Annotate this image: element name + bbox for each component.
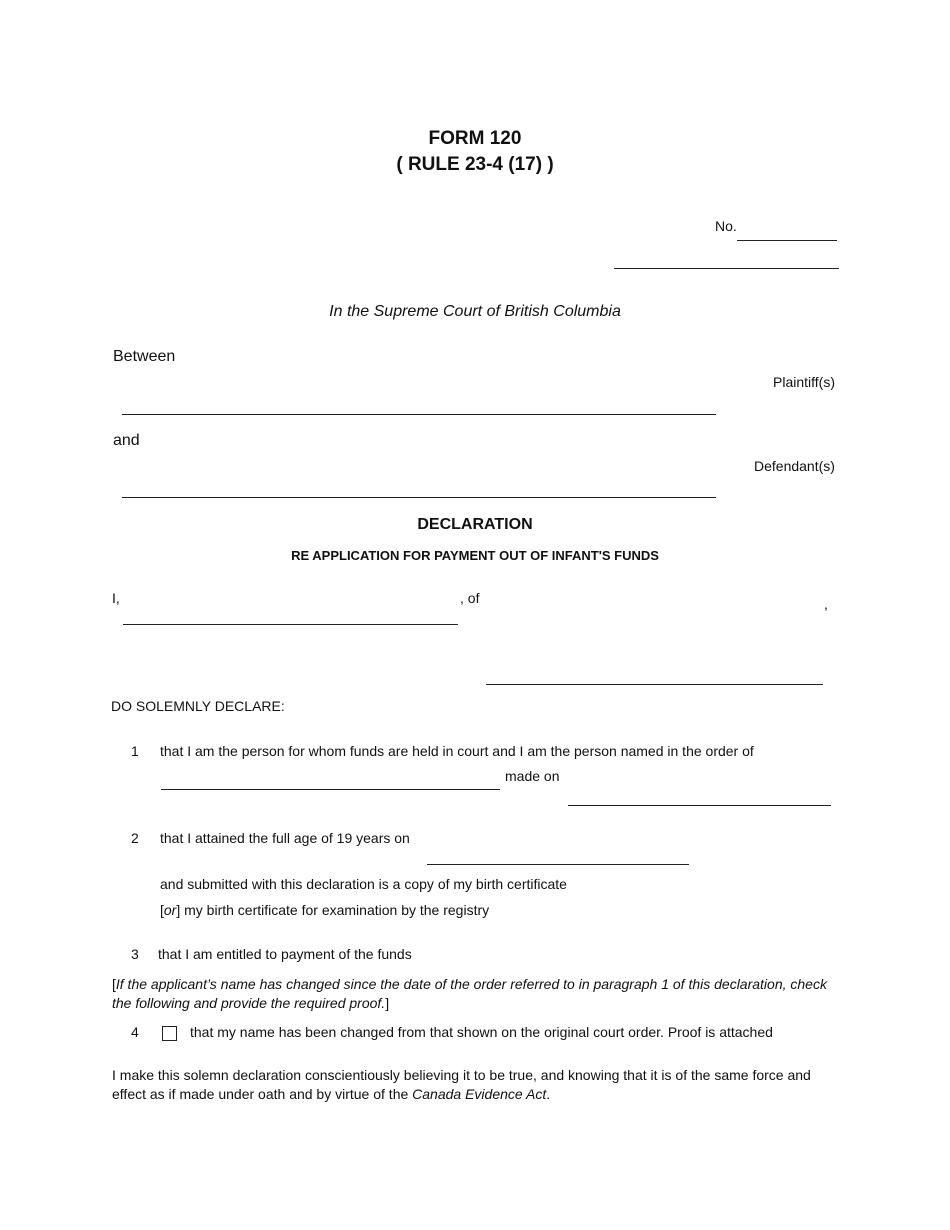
name-changed-checkbox[interactable] (162, 1026, 177, 1041)
plaintiff-label: Plaintiff(s) (773, 374, 835, 390)
item-3-number: 3 (131, 946, 139, 962)
form-title: FORM 120 (428, 128, 522, 149)
between-label: Between (113, 348, 176, 365)
item-1-text: that I am the person for whom funds are held in court and I am the person named in the order of (160, 743, 754, 759)
declaration-title: DECLARATION (417, 516, 533, 533)
of-label: , of (460, 590, 480, 606)
declarant-i-label: I, (112, 590, 120, 606)
plaintiff-name-line[interactable] (122, 414, 716, 415)
age-date-line[interactable] (427, 864, 689, 865)
item-4-text: that my name has been changed from that shown on the original court order. Proof is attached (190, 1024, 773, 1040)
court-name: In the Supreme Court of British Columbia (329, 303, 621, 320)
birth-certificate-copy: and submitted with this declaration is a copy of my birth certificate (160, 876, 567, 892)
item-3-text: that I am entitled to payment of the funds (158, 946, 412, 962)
closing-statement: I make this solemn declaration conscientiously believing it to be true, and knowing that it is of the same force and effect as if made under oath and by virtue of the Canada Evidence Act. (112, 1067, 811, 1102)
order-date-line[interactable] (568, 805, 831, 806)
file-number-line[interactable] (737, 240, 837, 241)
solemnly-declare: DO SOLEMNLY DECLARE: (111, 698, 285, 714)
declarant-name-line[interactable] (123, 624, 458, 625)
item-2-text: that I attained the full age of 19 years on (160, 830, 410, 846)
defendant-label: Defendant(s) (754, 458, 835, 474)
declarant-address-line[interactable] (486, 684, 823, 685)
item-1-number: 1 (131, 743, 139, 759)
made-on-label: made on (505, 768, 560, 784)
name-change-note: [If the applicant’s name has changed since the date of the order referred to in paragraph 1 of this declaration, check the following and provide the required proof.] (112, 976, 827, 1011)
defendant-name-line[interactable] (122, 497, 716, 498)
rule-reference: ( RULE 23-4 (17) ) (396, 154, 554, 175)
registry-line[interactable] (614, 268, 839, 269)
birth-certificate-examination: [or] my birth certificate for examination by the registry (160, 902, 490, 918)
declaration-subtitle: RE APPLICATION FOR PAYMENT OUT OF INFANT'S FUNDS (291, 548, 659, 563)
order-judge-line[interactable] (161, 789, 500, 790)
comma-mark: , (824, 596, 828, 612)
and-label: and (113, 432, 140, 449)
file-number-label: No. (715, 218, 737, 234)
item-2-number: 2 (131, 830, 139, 846)
item-4-number: 4 (131, 1024, 139, 1040)
